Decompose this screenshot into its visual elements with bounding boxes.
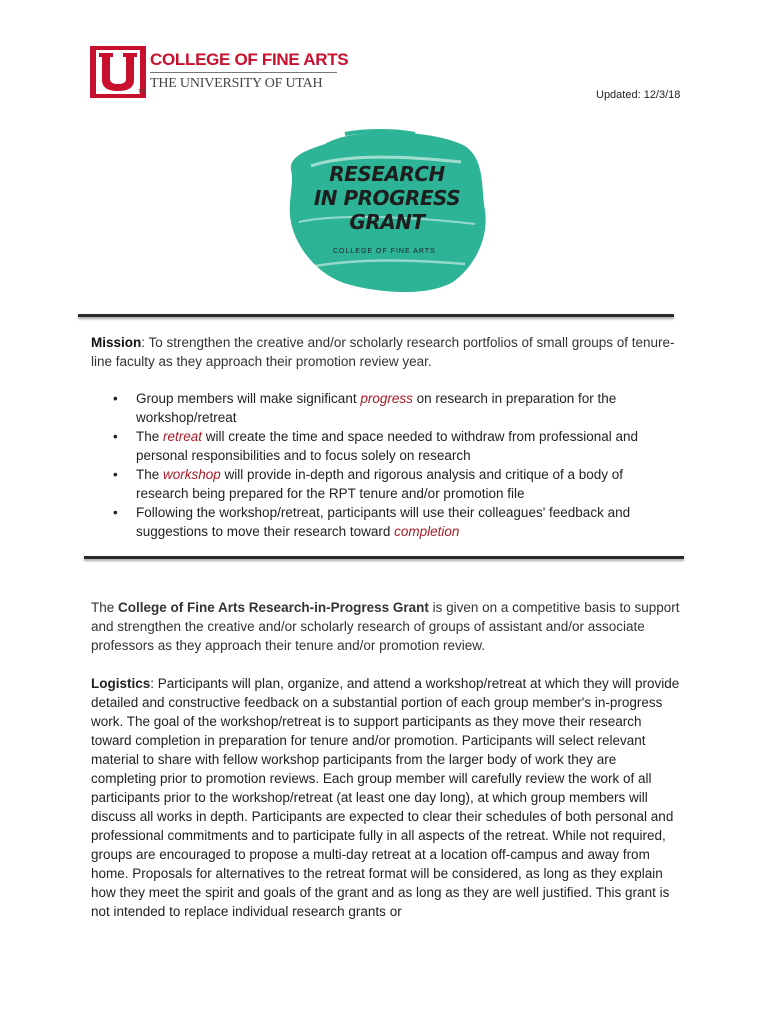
grant-name: Research-in-Progress Grant: [248, 600, 429, 615]
highlight-term: retreat: [163, 429, 203, 444]
updated-date: Updated: 12/3/18: [596, 89, 681, 101]
highlight-term: workshop: [163, 467, 221, 482]
logistics-text: : Participants will plan, organize, and attend a workshop/retreat at which they will provide detailed and constructive feedback on a substantial portion of each group member's in-progress work. The goal of the workshop/retreat is to support participants as they move their research toward completion in preparation for tenure and/or promotion. Participants will select relevant material to share with fellow workshop participants from the larger body of work they are completing prior to promotion reviews. Each group member will carefully review the work of all participants prior to the workshop/retreat (at least one day long), at which group members will discuss all works in depth. Participants are expected to clear their schedules of both personal and professional commitments and to participate fully in all aspects of the retreat. While not required, groups are encouraged to propose a multi-day retreat at a location off-campus and away from home. Proposals for alternatives to the retreat format will be considered, as long as they explain how they meet the spirit and goals of the grant and as long as they are well justified. This grant is not intended to replace individual research grants or: [91, 676, 680, 919]
list-item: • The workshop will provide in-depth and rigorous analysis and critique of a body of research being prepared for the RPT tenure and/or promotion file: [113, 465, 673, 503]
list-item: • The retreat will create the time and space needed to withdraw from professional and personal responsibilities and to focus solely on research: [113, 427, 673, 465]
grant-title-line: GRANT: [349, 210, 425, 234]
logo-divider: [150, 72, 337, 73]
mission-text: : To strengthen the creative and/or scholarly research portfolios of small groups of tenure-line faculty as they approach their promotion review year.: [91, 335, 675, 369]
mission-label: Mission: [91, 335, 142, 350]
highlight-term: progress: [360, 391, 413, 406]
intro-paragraph: The College of Fine Arts Research-in-Progress Grant is given on a competitive basis to support and strengthen the creative and/or scholarly research of groups of assistant and/or associate professors as they approach their tenure and/or promotion review.: [91, 600, 680, 653]
college-name: College of Fine Arts: [118, 600, 246, 615]
trademark-label: TM: [138, 89, 146, 95]
grant-title: [312, 162, 462, 234]
grant-subtitle: COLLEGE OF FINE ARTS: [333, 248, 436, 255]
divider-top: [78, 314, 674, 317]
highlight-term: completion: [394, 524, 460, 539]
logo-college-name: COLLEGE OF FINE ARTS: [150, 50, 349, 69]
divider-bottom: [84, 556, 684, 559]
logo-university-name: THE UNIVERSITY OF UTAH: [150, 76, 323, 91]
grant-title-line: IN PROGRESS: [313, 186, 461, 210]
logistics-label: Logistics: [91, 676, 151, 691]
list-item: • Following the workshop/retreat, participants will use their colleagues' feedback and suggestions to move their research toward completion: [113, 503, 673, 541]
mission-bullet-list: [113, 389, 673, 541]
mission-statement: [91, 333, 681, 371]
grant-title-line: RESEARCH: [329, 162, 445, 186]
list-item: • Group members will make significant progress on research in preparation for the workshop/retreat: [113, 389, 673, 427]
logistics-paragraph: [91, 674, 681, 921]
university-logo: [90, 46, 349, 102]
